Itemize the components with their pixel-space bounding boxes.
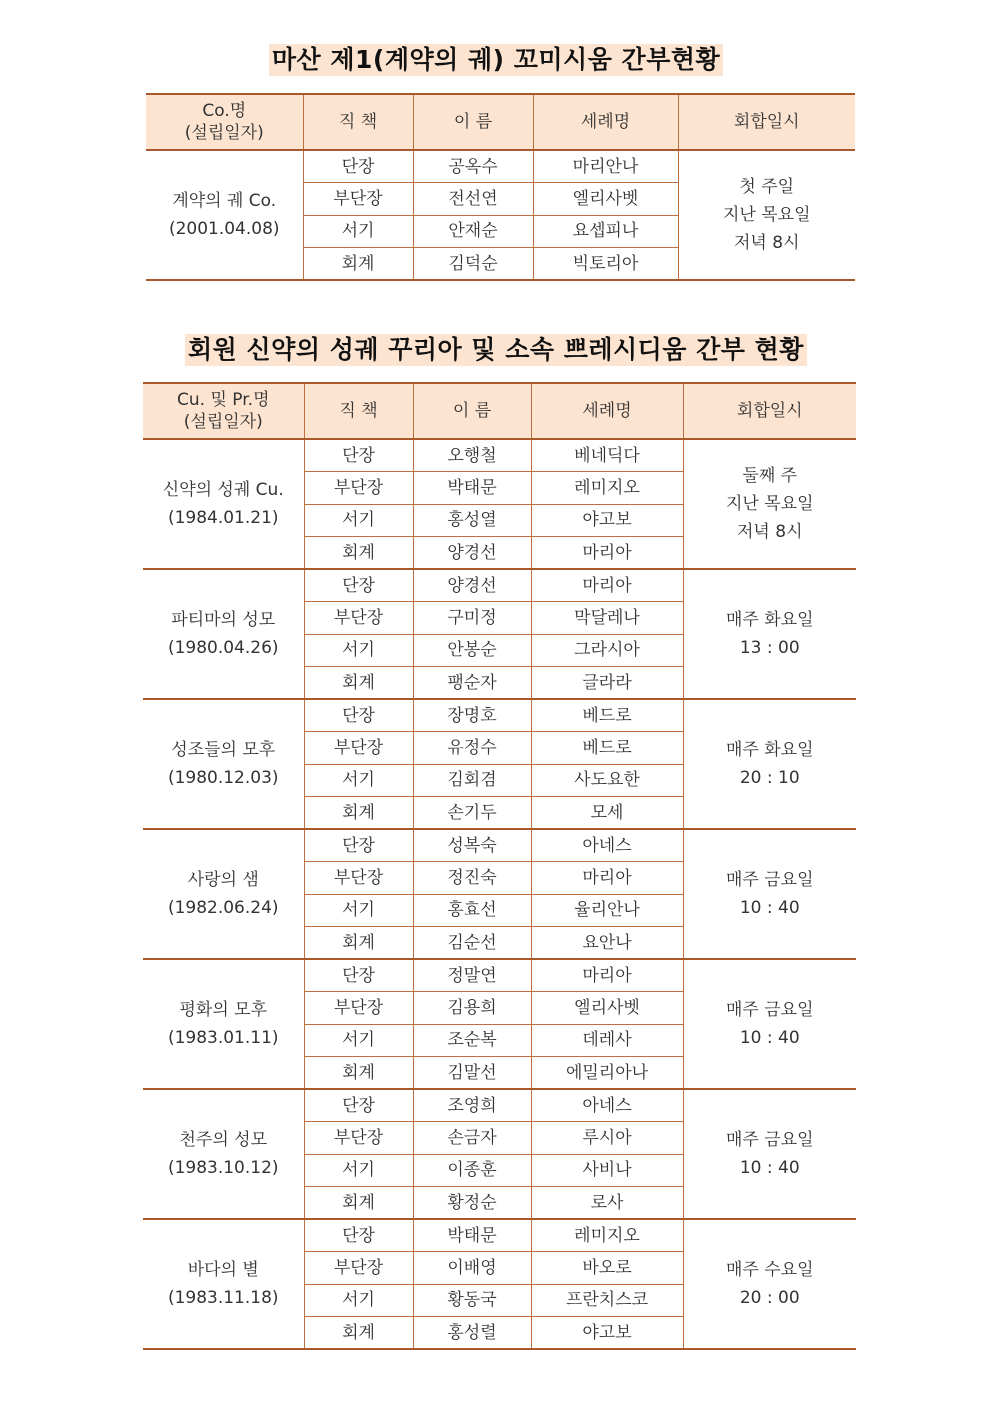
officer-baptismal-name: 그라시아 bbox=[531, 634, 683, 667]
officer-role: 부단장 bbox=[304, 1252, 413, 1285]
group-cell bbox=[143, 699, 304, 829]
officer-baptismal-name: 빅토리아 bbox=[533, 248, 678, 281]
header-role: 직 책 bbox=[304, 383, 413, 439]
table-row bbox=[143, 1219, 856, 1252]
group-date: (1980.12.03) bbox=[167, 768, 279, 788]
officer-role: 서기 bbox=[304, 1284, 413, 1317]
meeting-cell bbox=[678, 150, 855, 280]
group-date: (1984.01.21) bbox=[167, 508, 279, 528]
officer-role: 단장 bbox=[303, 150, 413, 183]
officer-baptismal-name: 요안나 bbox=[531, 927, 683, 960]
officer-role: 회계 bbox=[303, 248, 413, 281]
header-name: 이 름 bbox=[413, 383, 531, 439]
officer-role: 단장 bbox=[304, 1219, 413, 1252]
officer-name: 이종훈 bbox=[413, 1154, 531, 1187]
section1-title bbox=[0, 44, 992, 76]
officer-name: 손기두 bbox=[413, 797, 531, 830]
officer-name: 성복숙 bbox=[413, 829, 531, 862]
meeting-cell bbox=[683, 569, 856, 699]
meeting-line: 매주 금요일 bbox=[725, 870, 814, 890]
officer-baptismal-name: 글라라 bbox=[531, 667, 683, 700]
group-cell bbox=[146, 150, 303, 280]
meeting-cell bbox=[683, 699, 856, 829]
officer-name: 박태문 bbox=[413, 1219, 531, 1252]
officer-name: 안봉순 bbox=[413, 634, 531, 667]
section2-title-text: 회원 신약의 성궤 꾸리아 및 소속 쁘레시디움 간부 현황 bbox=[185, 334, 807, 366]
meeting-line: 저녁 8시 bbox=[737, 522, 803, 542]
officer-name: 정진숙 bbox=[413, 862, 531, 895]
officer-name: 오행철 bbox=[413, 439, 531, 472]
group-date: (1983.11.18) bbox=[167, 1288, 279, 1308]
officer-baptismal-name: 아네스 bbox=[531, 829, 683, 862]
officer-name: 홍효선 bbox=[413, 894, 531, 927]
group-date: (1983.10.12) bbox=[167, 1158, 279, 1178]
group-name: 신약의 성궤 Cu. bbox=[162, 480, 284, 500]
group-date: (1982.06.24) bbox=[167, 898, 279, 918]
officer-baptismal-name: 엘리사벳 bbox=[531, 992, 683, 1025]
officer-role: 서기 bbox=[304, 504, 413, 537]
officer-role: 서기 bbox=[304, 634, 413, 667]
officer-role: 서기 bbox=[304, 1154, 413, 1187]
group-cell bbox=[143, 959, 304, 1089]
group-name: 천주의 성모 bbox=[179, 1130, 267, 1150]
officer-role: 서기 bbox=[303, 215, 413, 248]
officer-role: 회계 bbox=[304, 1317, 413, 1350]
group-cell bbox=[143, 439, 304, 569]
meeting-cell bbox=[683, 829, 856, 959]
group-date: (1980.04.26) bbox=[167, 638, 279, 658]
officer-role: 부단장 bbox=[304, 862, 413, 895]
table-row bbox=[143, 1089, 856, 1122]
header-meeting: 회합일시 bbox=[683, 383, 856, 439]
officer-name: 양경선 bbox=[413, 537, 531, 570]
group-name: 계약의 궤 Co. bbox=[172, 191, 277, 211]
officer-baptismal-name: 마리안나 bbox=[533, 150, 678, 183]
officer-baptismal-name: 데레사 bbox=[531, 1024, 683, 1057]
table-row bbox=[143, 959, 856, 992]
group-cell bbox=[143, 829, 304, 959]
meeting-line: 매주 수요일 bbox=[725, 1260, 814, 1280]
meeting-line: 10 : 40 bbox=[739, 1158, 800, 1178]
group-cell bbox=[143, 1089, 304, 1219]
header-group bbox=[143, 383, 304, 439]
officer-baptismal-name: 프란치스코 bbox=[531, 1284, 683, 1317]
meeting-cell bbox=[683, 1089, 856, 1219]
officer-role: 단장 bbox=[304, 439, 413, 472]
header-baptismal: 세례명 bbox=[533, 94, 678, 150]
meeting-line: 13 : 00 bbox=[739, 638, 800, 658]
officer-name: 김용희 bbox=[413, 992, 531, 1025]
header-role: 직 책 bbox=[303, 94, 413, 150]
meeting-line: 10 : 40 bbox=[739, 1028, 800, 1048]
group-date: (1983.01.11) bbox=[167, 1028, 279, 1048]
meeting-line: 10 : 40 bbox=[739, 898, 800, 918]
officer-name: 박태문 bbox=[413, 472, 531, 505]
officer-name: 김회겸 bbox=[413, 764, 531, 797]
officer-name: 팽순자 bbox=[413, 667, 531, 700]
section2-table bbox=[143, 382, 856, 1350]
officer-role: 부단장 bbox=[304, 992, 413, 1025]
header-group bbox=[146, 94, 303, 150]
group-name: 사랑의 샘 bbox=[187, 870, 259, 890]
officer-baptismal-name: 마리아 bbox=[531, 569, 683, 602]
officer-baptismal-name: 야고보 bbox=[531, 504, 683, 537]
officer-name: 이배영 bbox=[413, 1252, 531, 1285]
officer-role: 단장 bbox=[304, 1089, 413, 1122]
group-name: 성조들의 모후 bbox=[171, 740, 276, 760]
officer-baptismal-name: 베드로 bbox=[531, 732, 683, 765]
officer-name: 정말연 bbox=[413, 959, 531, 992]
officer-role: 단장 bbox=[304, 959, 413, 992]
officer-name: 김순선 bbox=[413, 927, 531, 960]
officer-baptismal-name: 사도요한 bbox=[531, 764, 683, 797]
table-row bbox=[143, 699, 856, 732]
meeting-line: 첫 주일 bbox=[739, 177, 795, 197]
header-group-sub: (설립일자) bbox=[184, 123, 264, 143]
officer-name: 안재순 bbox=[413, 215, 533, 248]
officer-role: 회계 bbox=[304, 667, 413, 700]
meeting-line: 매주 화요일 bbox=[725, 740, 814, 760]
officer-baptismal-name: 베드로 bbox=[531, 699, 683, 732]
officer-baptismal-name: 베네딕다 bbox=[531, 439, 683, 472]
officer-name: 전선연 bbox=[413, 183, 533, 216]
officer-baptismal-name: 바오로 bbox=[531, 1252, 683, 1285]
meeting-line: 매주 화요일 bbox=[725, 610, 814, 630]
officer-baptismal-name: 레미지오 bbox=[531, 472, 683, 505]
officer-baptismal-name: 요셉피나 bbox=[533, 215, 678, 248]
header-group-sub: (설립일자) bbox=[183, 412, 263, 432]
officer-role: 서기 bbox=[304, 764, 413, 797]
officer-baptismal-name: 야고보 bbox=[531, 1317, 683, 1350]
officer-role: 서기 bbox=[304, 894, 413, 927]
officer-name: 양경선 bbox=[413, 569, 531, 602]
officer-name: 홍성열 bbox=[413, 504, 531, 537]
officer-role: 회계 bbox=[304, 1187, 413, 1220]
officer-baptismal-name: 루시아 bbox=[531, 1122, 683, 1155]
officer-role: 부단장 bbox=[304, 1122, 413, 1155]
group-date: (2001.04.08) bbox=[168, 219, 280, 239]
officer-baptismal-name: 마리아 bbox=[531, 959, 683, 992]
officer-role: 부단장 bbox=[304, 732, 413, 765]
group-name: 파티마의 성모 bbox=[171, 610, 276, 630]
officer-role: 부단장 bbox=[304, 472, 413, 505]
header-group-label: Cu. 및 Pr.명 bbox=[177, 390, 270, 410]
officer-name: 홍성렬 bbox=[413, 1317, 531, 1350]
meeting-line: 둘째 주 bbox=[742, 466, 798, 486]
header-meeting: 회합일시 bbox=[678, 94, 855, 150]
meeting-cell bbox=[683, 439, 856, 569]
group-name: 바다의 별 bbox=[187, 1260, 259, 1280]
officer-baptismal-name: 아네스 bbox=[531, 1089, 683, 1122]
meeting-line: 지난 목요일 bbox=[722, 205, 811, 225]
table-row bbox=[143, 569, 856, 602]
group-cell bbox=[143, 569, 304, 699]
officer-role: 부단장 bbox=[304, 602, 413, 635]
section2-title bbox=[0, 334, 992, 366]
section1-title-text: 마산 제1(계약의 궤) 꼬미시움 간부현황 bbox=[269, 44, 723, 76]
meeting-cell bbox=[683, 959, 856, 1089]
officer-role: 서기 bbox=[304, 1024, 413, 1057]
officer-name: 김덕순 bbox=[413, 248, 533, 281]
officer-role: 단장 bbox=[304, 699, 413, 732]
officer-name: 공옥수 bbox=[413, 150, 533, 183]
meeting-line: 저녁 8시 bbox=[734, 233, 800, 253]
header-row bbox=[146, 94, 855, 150]
group-cell bbox=[143, 1219, 304, 1349]
meeting-line: 매주 금요일 bbox=[725, 1130, 814, 1150]
officer-baptismal-name: 모세 bbox=[531, 797, 683, 830]
section1-table bbox=[146, 93, 855, 281]
header-baptismal: 세례명 bbox=[531, 383, 683, 439]
officer-role: 단장 bbox=[304, 829, 413, 862]
group-name: 평화의 모후 bbox=[179, 1000, 267, 1020]
officer-baptismal-name: 로사 bbox=[531, 1187, 683, 1220]
officer-role: 회계 bbox=[304, 797, 413, 830]
officer-role: 회계 bbox=[304, 927, 413, 960]
meeting-line: 매주 금요일 bbox=[725, 1000, 814, 1020]
officer-name: 유정수 bbox=[413, 732, 531, 765]
meeting-line: 20 : 00 bbox=[739, 1288, 800, 1308]
officer-role: 부단장 bbox=[303, 183, 413, 216]
meeting-line: 20 : 10 bbox=[739, 768, 800, 788]
meeting-cell bbox=[683, 1219, 856, 1349]
officer-role: 회계 bbox=[304, 537, 413, 570]
officer-role: 단장 bbox=[304, 569, 413, 602]
officer-baptismal-name: 에밀리아나 bbox=[531, 1057, 683, 1090]
officer-baptismal-name: 율리안나 bbox=[531, 894, 683, 927]
meeting-line: 지난 목요일 bbox=[725, 494, 814, 514]
table-row bbox=[146, 150, 855, 183]
table-row bbox=[143, 439, 856, 472]
officer-baptismal-name: 막달레나 bbox=[531, 602, 683, 635]
table-row bbox=[143, 829, 856, 862]
officer-baptismal-name: 마리아 bbox=[531, 862, 683, 895]
officer-name: 구미정 bbox=[413, 602, 531, 635]
officer-baptismal-name: 엘리사벳 bbox=[533, 183, 678, 216]
officer-baptismal-name: 레미지오 bbox=[531, 1219, 683, 1252]
officer-role: 회계 bbox=[304, 1057, 413, 1090]
officer-name: 손금자 bbox=[413, 1122, 531, 1155]
officer-name: 장명호 bbox=[413, 699, 531, 732]
header-row bbox=[143, 383, 856, 439]
officer-name: 김말선 bbox=[413, 1057, 531, 1090]
officer-name: 황동국 bbox=[413, 1284, 531, 1317]
officer-name: 조영희 bbox=[413, 1089, 531, 1122]
officer-name: 조순복 bbox=[413, 1024, 531, 1057]
officer-baptismal-name: 사비나 bbox=[531, 1154, 683, 1187]
officer-name: 황정순 bbox=[413, 1187, 531, 1220]
header-name: 이 름 bbox=[413, 94, 533, 150]
header-group-label: Co.명 bbox=[202, 101, 247, 121]
officer-baptismal-name: 마리아 bbox=[531, 537, 683, 570]
